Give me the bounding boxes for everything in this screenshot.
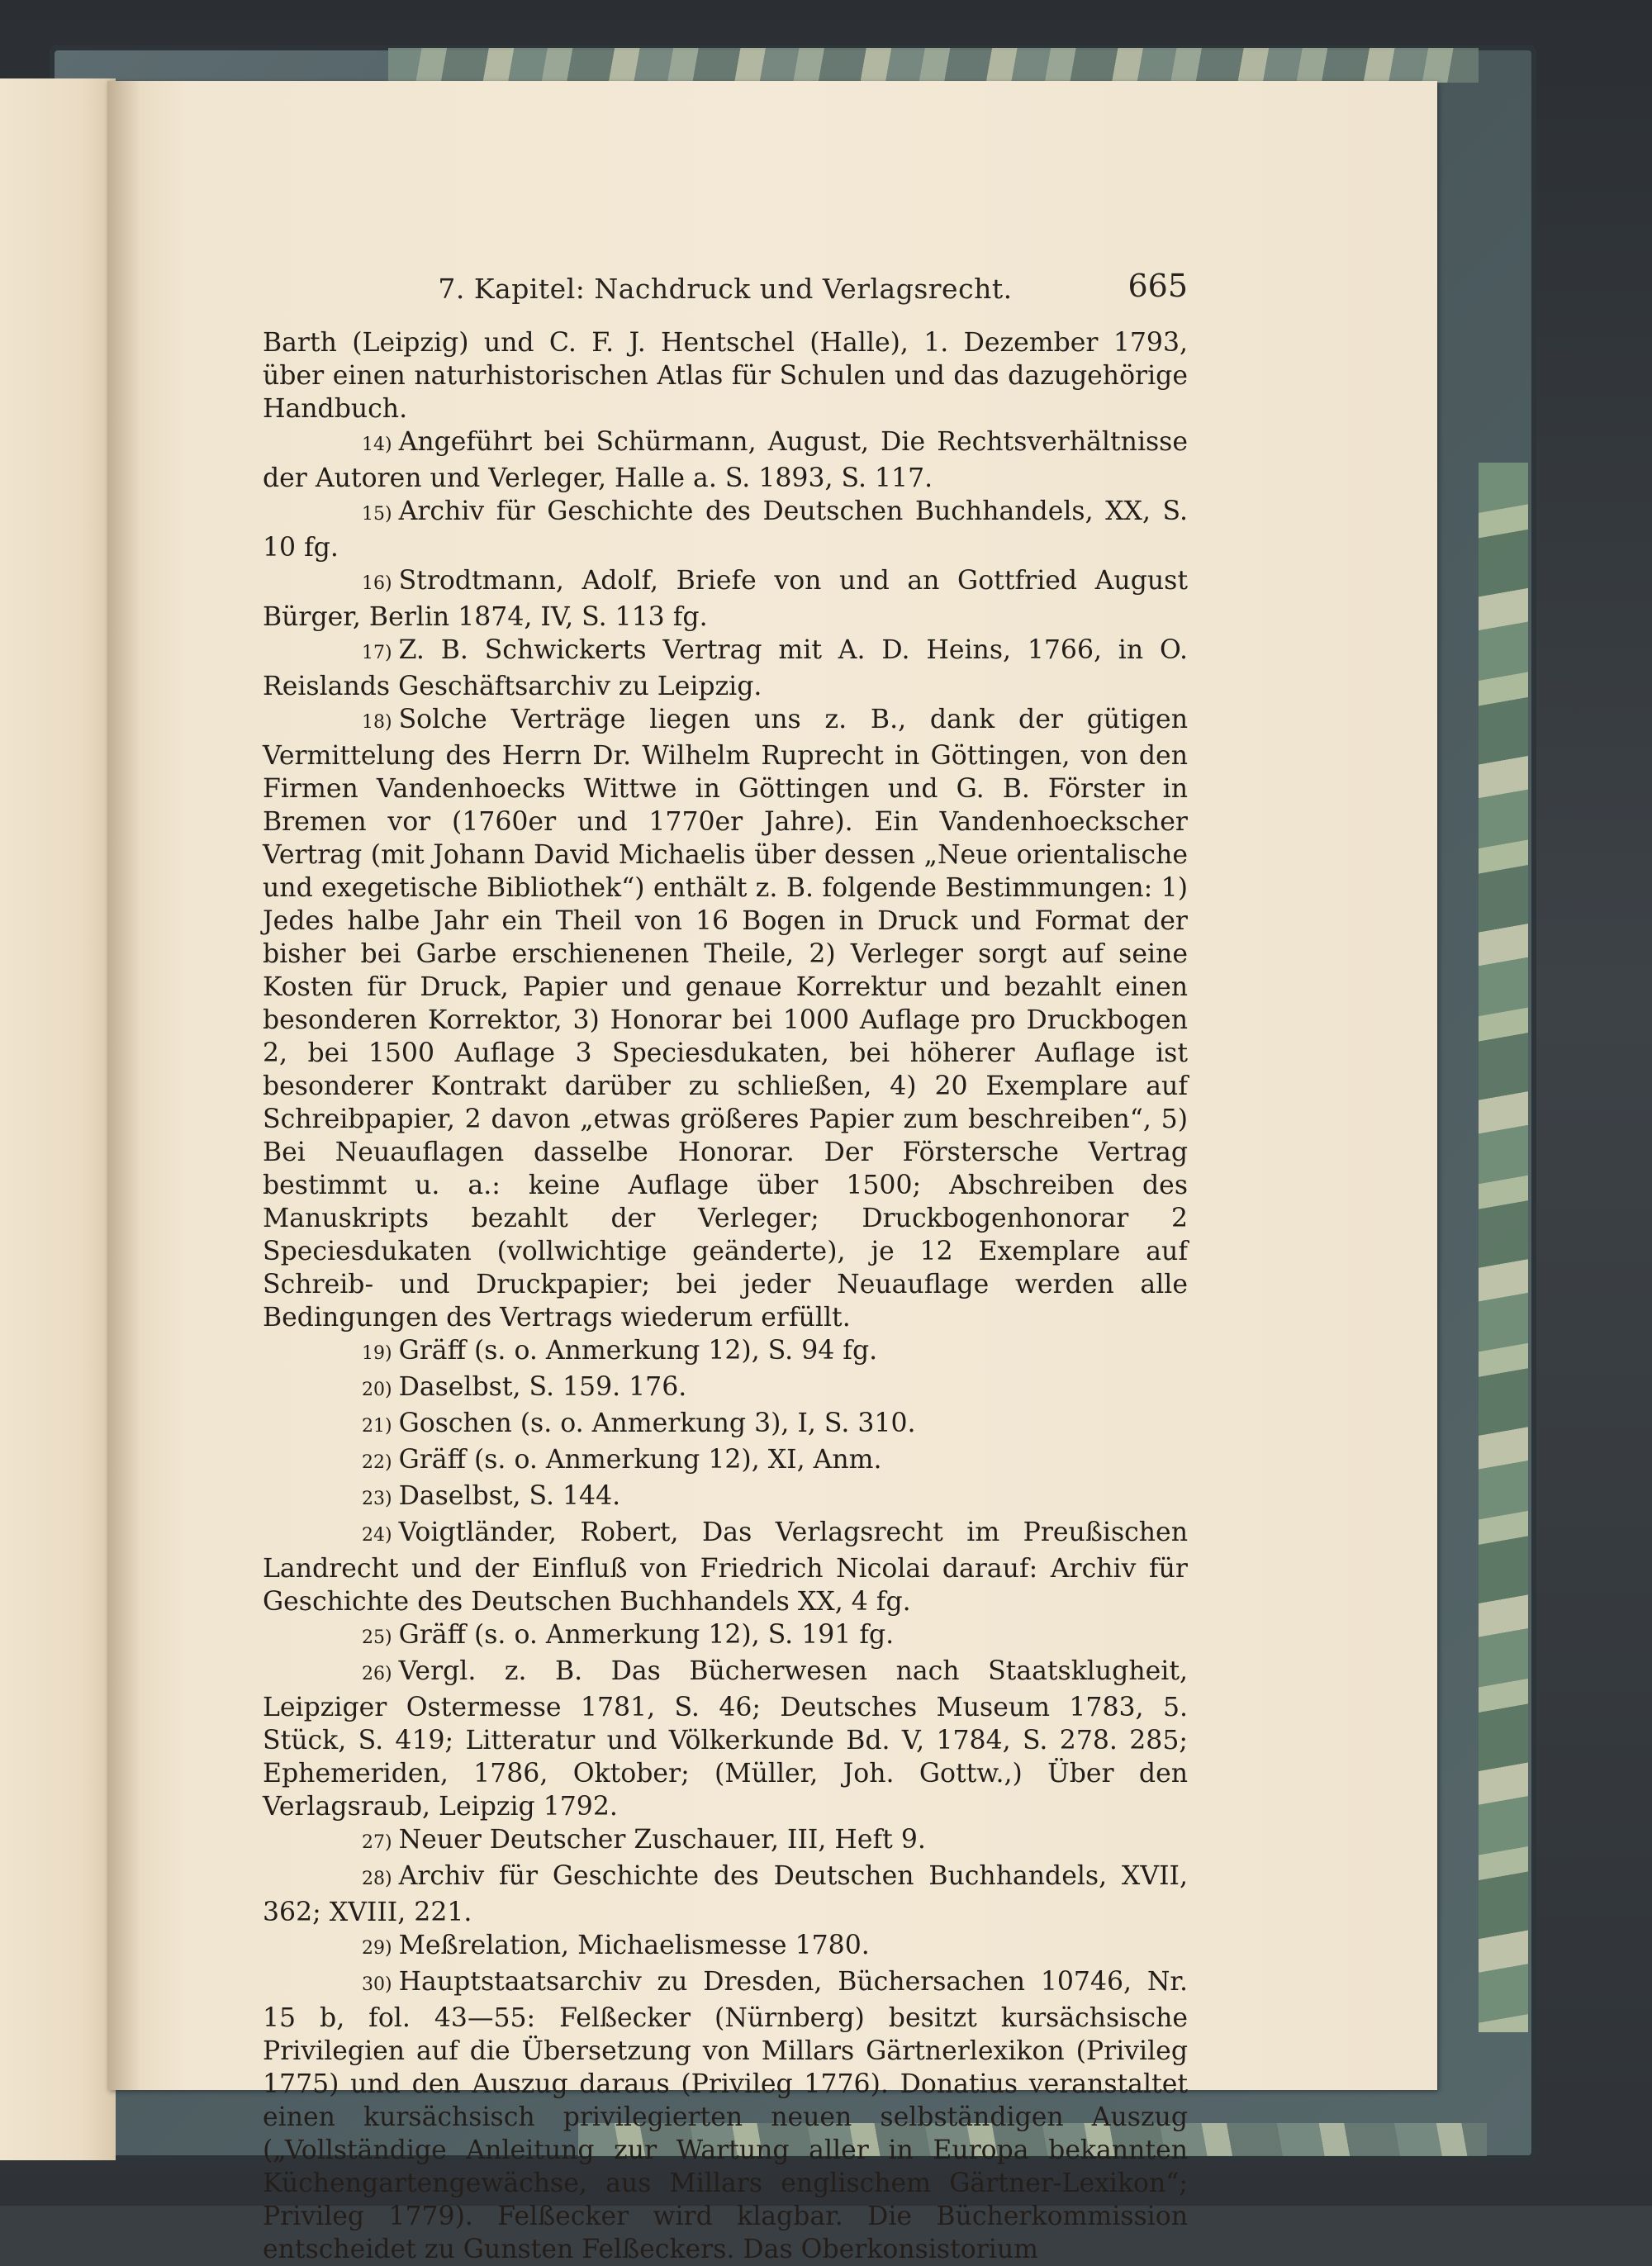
footnote-19 (263, 1334, 1188, 1371)
footnote-number: 15) (362, 504, 392, 525)
footnote-text: Gräff (s. o. Anmerkung 12), XI, Anm. (398, 1445, 882, 1475)
footnote-text: Hauptstaatsarchiv zu Dresden, Büchersachen 10746, Nr. 15 b, fol. 43—55: Felßecker (Nürnberg) besitzt kursächsische Privilegien auf die Übersetzung von Millars Gärtnerlexikon (Privileg 1775) und den Auszug daraus (Privileg 1776). Donatius veranstaltet einen kursächsisch privilegierten neuen selbständigen Auszug („Vollständige Anleitung zur Wartung aller in Europa bekannten Küchengartengewächse, aus Millars englischem Gärtner-Lexikon“; Privileg 1779). Felßecker wird klagbar. Die Bücherkommission entscheidet zu Gunsten Felßeckers. Das Oberkonsistorium (263, 1967, 1188, 2264)
footnote-text: Solche Verträge liegen uns z. B., dank der gütigen Vermittelung des Herrn Dr. Wilhelm Ruprecht in Göttingen, von den Firmen Vandenhoecks Wittwe in Göttingen und G. B. Förster in Bremen vor (1760er und 1770er Jahre). Ein Vandenhoeckscher Vertrag (mit Johann David Michaelis über dessen „Neue orientalische und exegetische Bibliothek“) enthält z. B. folgende Bestimmungen: 1) Jedes halbe Jahr ein Theil von 16 Bogen in Druck und Format der bisher bei Garbe erschienenen Theile, 2) Verleger sorgt auf seine Kosten für Druck, Papier und genaue Korrektur und bezahlt einen besonderen Korrektor, 3) Honorar bei 1000 Auflage pro Druckbogen 2, bei 1500 Auflage 3 Speciesdukaten, bei höherer Auflage ist besonderer Kontrakt darüber zu schließen, 4) 20 Exemplare auf Schreibpapier, 2 davon „etwas größeres Papier zum beschreiben“, 5) Bei Neuauflagen dasselbe Honorar. Der Förstersche Vertrag bestimmt u. a.: keine Auflage über 1500; Abschreiben des Manuskripts bezahlt der Verleger; Druckbogenhonorar 2 Speciesdukaten (vollwichtige geänderte), je 12 Exemplare auf Schreib- und Druckpapier; bei jeder Neuauflage werden alle Bedingungen des Vertrags wiederum erfüllt. (263, 705, 1188, 1333)
footnote-23 (263, 1480, 1188, 1516)
footnote-block (263, 326, 1188, 2266)
spine-shadow (107, 81, 140, 2090)
page-number: 665 (1127, 268, 1188, 304)
footnote-continuation (263, 326, 1188, 425)
footnote-number: 26) (362, 1664, 392, 1684)
footnote-number: 19) (362, 1343, 392, 1364)
footnote-number: 20) (362, 1380, 392, 1400)
footnote-text: Z. B. Schwickerts Vertrag mit A. D. Heins, 1766, in O. Reislands Geschäftsarchiv zu Leipzig. (263, 635, 1188, 701)
footnote-22 (263, 1443, 1188, 1480)
footnote-number: 22) (362, 1452, 392, 1473)
footnote-number: 18) (362, 712, 392, 733)
footnote-text: Neuer Deutscher Zuschauer, III, Heft 9. (398, 1825, 926, 1855)
footnote-text: Archiv für Geschichte des Deutschen Buchhandels, XVII, 362; XVIII, 221. (263, 1861, 1188, 1927)
footnote-28 (263, 1860, 1188, 1929)
footnote-text: Goschen (s. o. Anmerkung 3), I, S. 310. (398, 1409, 916, 1438)
footnote-number: 27) (362, 1832, 392, 1853)
marbled-edge-right (1479, 463, 1528, 2032)
footnote-18 (263, 703, 1188, 1334)
footnote-number: 28) (362, 1869, 392, 1889)
footnote-17 (263, 634, 1188, 703)
footnote-text: Voigtländer, Robert, Das Verlagsrecht im Preußischen Landrecht und der Einfluß von Friedrich Nicolai darauf: Archiv für Geschichte des Deutschen Buchhandels XX, 4 fg. (263, 1518, 1188, 1617)
footnote-27 (263, 1823, 1188, 1860)
running-header (263, 268, 1188, 314)
footnote-30 (263, 1965, 1188, 2266)
footnote-number: 29) (362, 1938, 392, 1959)
footnote-number: 14) (362, 435, 392, 455)
footnote-24 (263, 1516, 1188, 1618)
footnote-14 (263, 425, 1188, 495)
footnote-number: 21) (362, 1416, 392, 1437)
footnote-number: 17) (362, 643, 392, 663)
footnote-text: Meßrelation, Michaelismesse 1780. (398, 1931, 870, 1960)
footnote-text: Daselbst, S. 159. 176. (398, 1372, 687, 1402)
footnote-text: Gräff (s. o. Anmerkung 12), S. 94 fg. (398, 1336, 878, 1366)
footnote-number: 24) (362, 1525, 392, 1546)
footnote-text: Barth (Leipzig) und C. F. J. Hentschel (Halle), 1. Dezember 1793, über einen naturhistorischen Atlas für Schulen und das dazugehörige Handbuch. (263, 328, 1188, 424)
footnote-text: Angeführt bei Schürmann, August, Die Rechtsverhältnisse der Autoren und Verleger, Halle a. S. 1893, S. 117. (263, 427, 1188, 493)
footnote-number: 25) (362, 1627, 392, 1648)
footnote-number: 16) (362, 573, 392, 594)
footnote-15 (263, 495, 1188, 564)
footnote-text: Daselbst, S. 144. (398, 1481, 621, 1511)
footnote-20 (263, 1371, 1188, 1407)
marbled-edge-top (388, 48, 1479, 83)
footnote-text: Vergl. z. B. Das Bücherwesen nach Staatsklugheit, Leipziger Ostermesse 1781, S. 46; Deutsches Museum 1783, 5. Stück, S. 419; Litteratur und Völkerkunde Bd. V, 1784, S. 278. 285; Ephemeriden, 1786, Oktober; (Müller, Joh. Gottw.,) Über den Verlagsraub, Leipzig 1792. (263, 1656, 1188, 1822)
footnote-25 (263, 1618, 1188, 1655)
footnote-text: Gräff (s. o. Anmerkung 12), S. 191 fg. (398, 1620, 895, 1650)
footnote-16 (263, 564, 1188, 634)
footnote-text: Strodtmann, Adolf, Briefe von und an Gottfried August Bürger, Berlin 1874, IV, S. 113 fg. (263, 566, 1188, 632)
footnote-number: 30) (362, 1974, 392, 1995)
footnote-29 (263, 1929, 1188, 1965)
footnote-21 (263, 1407, 1188, 1443)
footnote-number: 23) (362, 1489, 392, 1509)
footnote-26 (263, 1655, 1188, 1823)
footnote-text: Archiv für Geschichte des Deutschen Buchhandels, XX, S. 10 fg. (263, 496, 1188, 563)
facing-page-edge (0, 78, 116, 2160)
chapter-title: 7. Kapitel: Nachdruck und Verlagsrecht. (438, 273, 1013, 305)
